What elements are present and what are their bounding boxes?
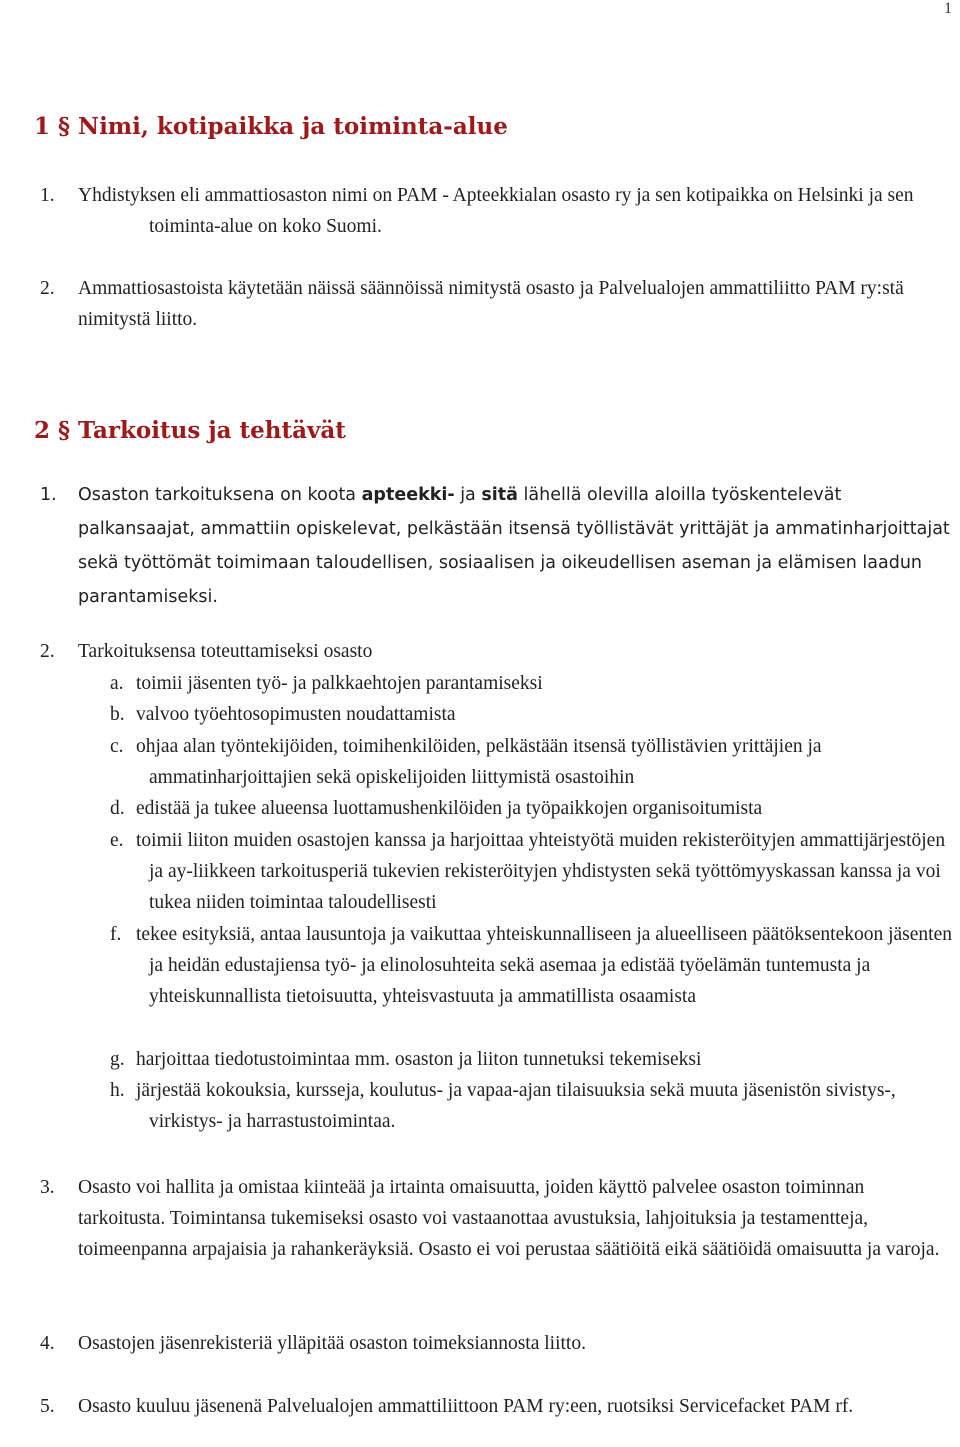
item-text: Osasto voi hallita ja omistaa kiinteää ja irtainta omaisuutta, joiden käyttö palvelee osaston toiminnan tarkoitusta. Toimintansa tukemiseksi osasto voi vastaanottaa avustuksia, lahjoituksia ja testamentteja, toimeenpanna arpajaisia ja rahankeräyksiä. Osasto ei voi perustaa säätiöitä eikä säätiöidä omaisuutta ja varoja.	[78, 1177, 940, 1260]
sub-item-h	[110, 1075, 955, 1137]
section-1-item-2	[40, 273, 952, 335]
item-number: 1.	[40, 485, 57, 505]
section-1-item-1	[40, 180, 952, 242]
sub-item-g	[110, 1044, 955, 1075]
sub-item-text: harjoittaa tiedotustoimintaa mm. osaston ja liiton tunnetuksi tekemiseksi	[136, 1049, 702, 1070]
sub-item-text: edistää ja tukee alueensa luottamushenkilöiden ja työpaikkojen organisoitumista	[136, 798, 763, 819]
sub-item-c	[110, 731, 955, 793]
sub-item-text: ohjaa alan työntekijöiden, toimihenkilöiden, pelkästään itsensä työllistävien yrittäjien ja ammatinharjoittajien sekä opiskelijoiden liittymistä osastoihin	[136, 736, 822, 788]
sub-item-text: toimii jäsenten työ- ja palkkaehtojen parantamiseksi	[136, 673, 543, 694]
item-number: 2.	[40, 278, 55, 299]
item-text: Ammattiosastoista käytetään näissä säännöissä nimitystä osasto ja Palvelualojen ammattiliitto PAM ry:stä nimitystä liitto.	[78, 278, 904, 330]
sub-item-letter: b.	[110, 704, 125, 725]
item-text: Tarkoituksensa toteuttamiseksi osasto	[78, 641, 373, 662]
section-2-item-4	[40, 1328, 952, 1359]
sub-item-letter: d.	[110, 798, 125, 819]
sub-item-a	[110, 668, 955, 699]
section-2-heading: 2 § Tarkoitus ja tehtävät	[34, 417, 346, 444]
section-2-item-5	[40, 1391, 952, 1422]
sub-item-letter: e.	[110, 830, 124, 851]
sub-item-d	[110, 793, 955, 824]
section-2-item-2	[40, 636, 952, 667]
item-text-pre: Osaston tarkoituksena on koota	[78, 485, 357, 505]
item-text-post: lähellä olevilla aloilla työskentelevät palkansaajat, ammattiin opiskelevat, pelkästään itsensä työllistävät yrittäjät ja ammatinharjoittajat sekä työttömät toimimaan taloudellisen, sosiaalisen ja oikeudellisen aseman ja elämisen laadun parantamiseksi.	[78, 485, 950, 607]
section-2-item-3	[40, 1172, 952, 1265]
item-number: 4.	[40, 1333, 55, 1354]
item-number: 2.	[40, 641, 55, 662]
section-1-heading: 1 § Nimi, kotipaikka ja toiminta-alue	[34, 113, 508, 140]
sub-item-text: valvoo työehtosopimusten noudattamista	[136, 704, 456, 725]
sub-item-text: toimii liiton muiden osastojen kanssa ja harjoittaa yhteistyötä muiden rekisteröityjen ammattijärjestöjen ja ay-liikkeen tarkoitusperiä tukevien rekisteröityjen yhdistysten sekä työttömyyskassan kanssa ja voi tukea niiden toimintaa taloudellisesti	[136, 830, 946, 913]
bold-term-apteekki: apteekki-	[361, 485, 455, 505]
sub-item-f	[110, 919, 955, 1012]
section-2-item-1	[40, 478, 952, 614]
item-number: 5.	[40, 1396, 55, 1417]
item-text: Yhdistyksen eli ammattiosaston nimi on PAM - Apteekkialan osasto ry ja sen kotipaikka on Helsinki ja sen toiminta-alue on koko Suomi.	[78, 185, 914, 237]
sub-item-letter: a.	[110, 673, 124, 694]
sub-item-b	[110, 699, 955, 730]
sub-item-letter: g.	[110, 1049, 125, 1070]
sub-item-letter: f.	[110, 924, 122, 945]
sub-item-letter: h.	[110, 1080, 125, 1101]
item-number: 3.	[40, 1177, 55, 1198]
sub-item-text: tekee esityksiä, antaa lausuntoja ja vaikuttaa yhteiskunnalliseen ja alueelliseen päätöksentekoon jäsenten ja heidän edustajiensa työ- ja elinolosuhteita sekä asemaa ja edistää työelämän tuntemusta ja yhteiskunnallista tietoisuutta, yhteisvastuuta ja ammatillista osaamista	[136, 924, 953, 1007]
page-number: 1	[944, 0, 952, 17]
item-number: 1.	[40, 185, 55, 206]
item-text: Osasto kuuluu jäsenenä Palvelualojen ammattiliittoon PAM ry:een, ruotsiksi Servicefacket PAM rf.	[78, 1396, 854, 1417]
item-text-mid: ja	[460, 485, 476, 505]
item-text	[78, 478, 952, 614]
sub-item-text: järjestää kokouksia, kursseja, koulutus- ja vapaa-ajan tilaisuuksia sekä muuta jäsenistön sivistys-, virkistys- ja harrastustoimintaa.	[136, 1080, 896, 1132]
sub-item-letter: c.	[110, 736, 124, 757]
item-text: Osastojen jäsenrekisteriä ylläpitää osaston toimeksiannosta liitto.	[78, 1333, 586, 1354]
sub-item-e	[110, 825, 955, 918]
bold-term-sita: sitä	[481, 485, 518, 505]
